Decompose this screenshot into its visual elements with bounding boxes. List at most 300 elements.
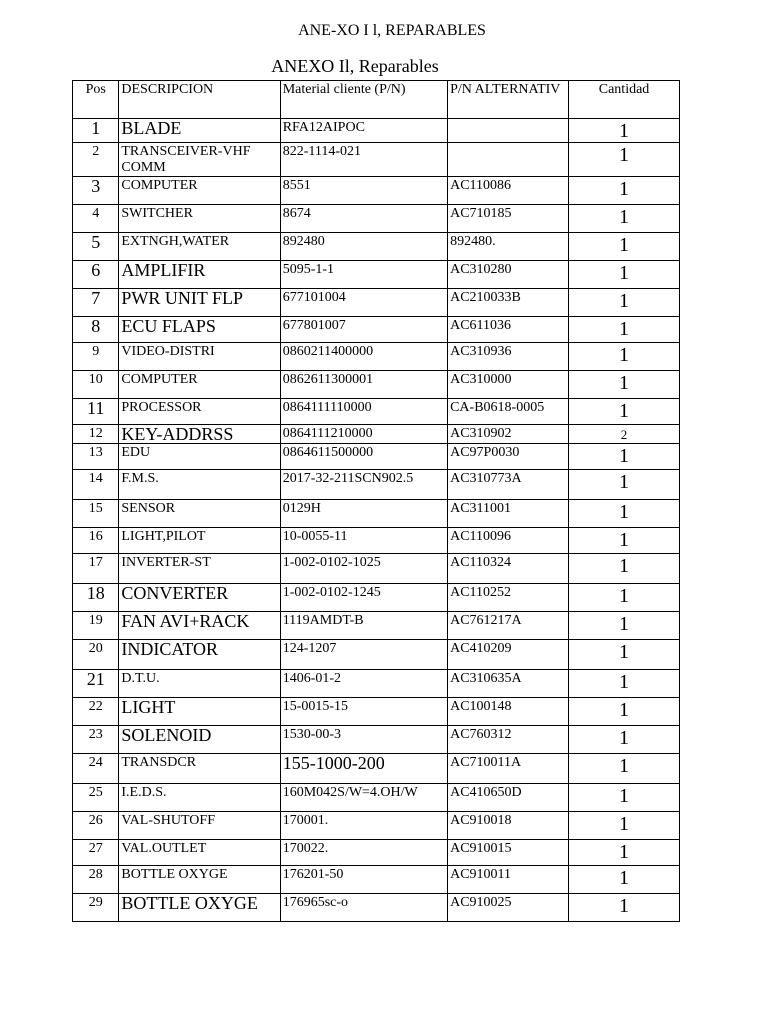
row-description-cell — [119, 528, 280, 554]
row-pos-cell — [73, 894, 119, 922]
cell-text: 1 — [619, 400, 630, 422]
cell-text: 892480 — [282, 234, 325, 249]
row-alternative-cell — [448, 317, 569, 343]
table-row — [73, 726, 680, 754]
row-alternative-cell — [448, 894, 569, 922]
row-material-cell — [280, 640, 447, 670]
cell-text: 7 — [91, 288, 101, 308]
cell-text: 176201-50 — [282, 867, 344, 882]
table-body — [73, 119, 680, 922]
row-alternative-cell — [448, 754, 569, 784]
cell-text: 0862611300001 — [282, 372, 374, 387]
cell-text: D.T.U. — [121, 671, 160, 686]
cell-text: INDICATOR — [121, 639, 219, 659]
cell-text: 1 — [619, 144, 630, 166]
cell-text: AC210033B — [450, 290, 521, 305]
row-alternative-cell — [448, 726, 569, 754]
row-material-cell — [280, 500, 447, 528]
cell-text: SENSOR — [121, 501, 176, 516]
row-description-cell — [119, 444, 280, 470]
table-row — [73, 371, 680, 399]
row-description-cell — [119, 612, 280, 640]
cell-text: 24 — [88, 755, 103, 770]
row-pos-cell — [73, 470, 119, 500]
row-material-cell — [280, 399, 447, 425]
row-pos-cell — [73, 528, 119, 554]
row-description-cell — [119, 371, 280, 399]
table-row — [73, 894, 680, 922]
cell-text: 29 — [88, 895, 103, 910]
table-row — [73, 143, 680, 177]
row-pos-cell — [73, 670, 119, 698]
row-quantity-cell — [569, 177, 680, 205]
table-row — [73, 812, 680, 840]
row-description-cell — [119, 343, 280, 371]
cell-text: 1 — [619, 867, 630, 889]
cell-text: LIGHT,PILOT — [121, 529, 206, 544]
row-description-cell — [119, 726, 280, 754]
row-quantity-cell — [569, 698, 680, 726]
cell-text: AC410209 — [450, 641, 512, 656]
cell-text: EXTNGH,WATER — [121, 234, 230, 249]
row-pos-cell — [73, 698, 119, 726]
reparables-table — [72, 80, 680, 922]
row-pos-cell — [73, 343, 119, 371]
table-row — [73, 670, 680, 698]
table-row — [73, 261, 680, 289]
row-material-cell — [280, 143, 447, 177]
cell-text: AC311001 — [450, 501, 512, 516]
row-description-cell — [119, 289, 280, 317]
cell-text: 677801007 — [282, 318, 346, 333]
row-pos-cell — [73, 177, 119, 205]
row-quantity-cell — [569, 343, 680, 371]
row-material-cell — [280, 784, 447, 812]
cell-text: 2 — [620, 427, 628, 442]
cell-text: AC761217A — [450, 613, 522, 628]
row-description-cell — [119, 840, 280, 866]
row-material-cell — [280, 289, 447, 317]
cell-text: 1 — [619, 445, 630, 467]
column-header-material: Material cliente (P/N) — [280, 81, 447, 119]
cell-text: CONVERTER — [121, 583, 229, 603]
row-alternative-cell — [448, 470, 569, 500]
row-quantity-cell — [569, 500, 680, 528]
cell-text: AC910018 — [450, 813, 512, 828]
cell-text: 1 — [619, 727, 630, 749]
column-header-pos: Pos — [73, 81, 119, 119]
cell-text: 1-002-0102-1245 — [282, 585, 381, 600]
cell-text: 10 — [88, 372, 103, 387]
cell-text: 16 — [88, 529, 103, 544]
cell-text: 892480. — [450, 234, 496, 249]
cell-text: 1 — [619, 120, 630, 142]
row-quantity-cell — [569, 754, 680, 784]
row-quantity-cell — [569, 399, 680, 425]
row-quantity-cell — [569, 528, 680, 554]
row-alternative-cell — [448, 866, 569, 894]
row-pos-cell — [73, 754, 119, 784]
row-quantity-cell — [569, 612, 680, 640]
cell-text: COMPUTER — [121, 372, 198, 387]
row-quantity-cell — [569, 119, 680, 143]
cell-text: LIGHT — [121, 697, 176, 717]
table-row — [73, 640, 680, 670]
cell-text: 176965sc-o — [282, 895, 349, 910]
table-header-row — [73, 81, 680, 119]
cell-text: 1 — [619, 262, 630, 284]
cell-text: AC910015 — [450, 841, 512, 856]
column-header-alternative: P/N ALTERNATIV — [448, 81, 569, 119]
row-material-cell — [280, 233, 447, 261]
cell-text: 5 — [91, 232, 101, 252]
row-description-cell — [119, 670, 280, 698]
cell-text: 1 — [619, 344, 630, 366]
cell-text: 13 — [88, 445, 103, 460]
cell-text: BLADE — [121, 118, 182, 138]
row-material-cell — [280, 528, 447, 554]
cell-text: 21 — [86, 669, 105, 689]
column-header-quantity: Cantidad — [569, 81, 680, 119]
table-row — [73, 500, 680, 528]
row-pos-cell — [73, 726, 119, 754]
row-description-cell — [119, 500, 280, 528]
row-alternative-cell — [448, 640, 569, 670]
cell-text: 5095-1-1 — [282, 262, 335, 277]
row-quantity-cell — [569, 894, 680, 922]
table-row — [73, 584, 680, 612]
table-row — [73, 399, 680, 425]
row-alternative-cell — [448, 698, 569, 726]
row-pos-cell — [73, 143, 119, 177]
row-quantity-cell — [569, 289, 680, 317]
row-quantity-cell — [569, 812, 680, 840]
cell-text: AC710011A — [450, 755, 522, 770]
document-title-top: ANE-XO I l, REPARABLES — [298, 22, 486, 39]
cell-text: 2 — [92, 144, 100, 159]
row-quantity-cell — [569, 317, 680, 343]
cell-text: 8 — [91, 316, 101, 336]
row-material-cell — [280, 470, 447, 500]
cell-text: 11 — [87, 398, 105, 418]
row-pos-cell — [73, 840, 119, 866]
row-alternative-cell — [448, 840, 569, 866]
row-description-cell — [119, 894, 280, 922]
cell-text: AC410650D — [450, 785, 522, 800]
table-row — [73, 754, 680, 784]
row-description-cell — [119, 119, 280, 143]
row-material-cell — [280, 554, 447, 584]
cell-text: 0860211400000 — [282, 344, 374, 359]
cell-text: 677101004 — [282, 290, 346, 305]
row-alternative-cell — [448, 444, 569, 470]
row-pos-cell — [73, 866, 119, 894]
cell-text: 1119AMDT-B — [282, 613, 364, 628]
row-alternative-cell — [448, 528, 569, 554]
row-quantity-cell — [569, 640, 680, 670]
row-alternative-cell — [448, 143, 569, 177]
row-quantity-cell — [569, 670, 680, 698]
row-pos-cell — [73, 399, 119, 425]
row-quantity-cell — [569, 233, 680, 261]
row-material-cell — [280, 726, 447, 754]
row-quantity-cell — [569, 840, 680, 866]
cell-text: 23 — [88, 727, 103, 742]
row-quantity-cell — [569, 584, 680, 612]
cell-text: AC310773A — [450, 471, 522, 486]
cell-text: AC310635A — [450, 671, 522, 686]
row-description-cell — [119, 399, 280, 425]
cell-text: 1-002-0102-1025 — [282, 555, 381, 570]
row-alternative-cell — [448, 399, 569, 425]
cell-text: 1 — [619, 206, 630, 228]
cell-text: AC910025 — [450, 895, 512, 910]
table-row — [73, 317, 680, 343]
cell-text: 1 — [619, 529, 630, 551]
row-pos-cell — [73, 205, 119, 233]
cell-text: 0864611500000 — [282, 445, 374, 460]
row-material-cell — [280, 343, 447, 371]
row-material-cell — [280, 698, 447, 726]
row-material-cell — [280, 261, 447, 289]
row-quantity-cell — [569, 866, 680, 894]
row-quantity-cell — [569, 371, 680, 399]
cell-text: 19 — [88, 613, 103, 628]
cell-text: 9 — [92, 344, 100, 359]
row-alternative-cell — [448, 119, 569, 143]
row-alternative-cell — [448, 612, 569, 640]
cell-text: 8674 — [282, 206, 311, 221]
row-alternative-cell — [448, 500, 569, 528]
cell-text: 20 — [88, 641, 103, 656]
cell-text: 1 — [619, 813, 630, 835]
row-material-cell — [280, 754, 447, 784]
row-material-cell — [280, 866, 447, 894]
cell-text: 1 — [619, 755, 630, 777]
cell-text: INVERTER-ST — [121, 555, 211, 570]
table-row — [73, 528, 680, 554]
cell-text: 3 — [91, 176, 101, 196]
cell-text: SWITCHER — [121, 206, 193, 221]
cell-text: 12 — [88, 426, 103, 441]
row-pos-cell — [73, 371, 119, 399]
cell-text: 1 — [619, 613, 630, 635]
cell-text: 15 — [88, 501, 103, 516]
cell-text: SOLENOID — [121, 725, 212, 745]
cell-text: AMPLIFIR — [121, 260, 206, 280]
cell-text: 6 — [91, 260, 101, 280]
row-alternative-cell — [448, 784, 569, 812]
table-row — [73, 840, 680, 866]
row-pos-cell — [73, 612, 119, 640]
cell-text: 1 — [619, 555, 630, 577]
row-description-cell — [119, 317, 280, 343]
row-quantity-cell — [569, 261, 680, 289]
cell-text: 1 — [619, 318, 630, 340]
table-row — [73, 554, 680, 584]
cell-text: AC760312 — [450, 727, 512, 742]
row-description-cell — [119, 698, 280, 726]
cell-text: 8551 — [282, 178, 311, 193]
cell-text: 0864111110000 — [282, 400, 372, 415]
row-quantity-cell — [569, 784, 680, 812]
cell-text: VAL-SHUTOFF — [121, 813, 215, 828]
row-material-cell — [280, 425, 447, 444]
table-row — [73, 233, 680, 261]
table-row — [73, 425, 680, 444]
cell-text: 170022. — [282, 841, 329, 856]
cell-text: 22 — [88, 699, 103, 714]
row-quantity-cell — [569, 425, 680, 444]
cell-text: VIDEO-DISTRI — [121, 344, 215, 359]
cell-text: COMPUTER — [121, 178, 198, 193]
cell-text: TRANSDCR — [121, 755, 197, 770]
cell-text: AC310936 — [450, 344, 512, 359]
row-description-cell — [119, 584, 280, 612]
table-row — [73, 866, 680, 894]
table-row — [73, 784, 680, 812]
cell-text: 27 — [88, 841, 103, 856]
cell-text: BOTTLE OXYGE — [121, 893, 258, 913]
row-material-cell — [280, 812, 447, 840]
cell-text: AC110086 — [450, 178, 512, 193]
table-row — [73, 470, 680, 500]
row-alternative-cell — [448, 554, 569, 584]
cell-text: 822-1114-021 — [282, 144, 361, 159]
cell-text: AC110096 — [450, 529, 512, 544]
document-title-main: ANEXO Il, Reparables — [271, 56, 439, 76]
cell-text: 2017-32-211SCN902.5 — [282, 471, 414, 486]
row-description-cell — [119, 640, 280, 670]
row-material-cell — [280, 444, 447, 470]
cell-text: I.E.D.S. — [121, 785, 167, 800]
row-description-cell — [119, 812, 280, 840]
cell-text: 1530-00-3 — [282, 727, 342, 742]
row-material-cell — [280, 584, 447, 612]
row-alternative-cell — [448, 289, 569, 317]
row-material-cell — [280, 371, 447, 399]
cell-text: ECU FLAPS — [121, 316, 216, 336]
cell-text: 1 — [619, 641, 630, 663]
row-pos-cell — [73, 500, 119, 528]
cell-text: 1 — [619, 699, 630, 721]
cell-text: 1 — [619, 178, 630, 200]
cell-text: AC97P0030 — [450, 445, 520, 460]
row-pos-cell — [73, 812, 119, 840]
cell-text: 28 — [88, 867, 103, 882]
table-row — [73, 343, 680, 371]
table-row — [73, 289, 680, 317]
row-alternative-cell — [448, 261, 569, 289]
cell-text: CA-B0618-0005 — [450, 400, 545, 415]
cell-text: AC910011 — [450, 867, 512, 882]
cell-text: 25 — [88, 785, 103, 800]
cell-text: 14 — [88, 471, 103, 486]
cell-text: 1 — [619, 234, 630, 256]
row-pos-cell — [73, 289, 119, 317]
row-pos-cell — [73, 444, 119, 470]
cell-text: BOTTLE OXYGE — [121, 867, 228, 882]
cell-text: 170001. — [282, 813, 329, 828]
row-pos-cell — [73, 119, 119, 143]
row-alternative-cell — [448, 371, 569, 399]
table-row — [73, 119, 680, 143]
cell-text: F.M.S. — [121, 471, 159, 486]
cell-text: 0864111210000 — [282, 426, 373, 441]
row-alternative-cell — [448, 205, 569, 233]
cell-text: RFA12AIPOC — [282, 120, 365, 135]
cell-text: 0129H — [282, 501, 321, 516]
row-material-cell — [280, 670, 447, 698]
row-description-cell — [119, 143, 280, 177]
cell-text: 1 — [619, 372, 630, 394]
cell-text: 1 — [619, 671, 630, 693]
table-row — [73, 612, 680, 640]
row-pos-cell — [73, 784, 119, 812]
cell-text: 17 — [88, 555, 103, 570]
row-quantity-cell — [569, 726, 680, 754]
row-material-cell — [280, 612, 447, 640]
row-quantity-cell — [569, 205, 680, 233]
cell-text: 1 — [619, 471, 630, 493]
row-alternative-cell — [448, 425, 569, 444]
cell-text: 18 — [86, 583, 105, 603]
cell-text: 124-1207 — [282, 641, 337, 656]
row-pos-cell — [73, 233, 119, 261]
cell-text: 1 — [619, 501, 630, 523]
table-row — [73, 177, 680, 205]
cell-text: AC110324 — [450, 555, 512, 570]
table-row — [73, 444, 680, 470]
row-pos-cell — [73, 261, 119, 289]
row-quantity-cell — [569, 143, 680, 177]
cell-text: PROCESSOR — [121, 400, 202, 415]
cell-text: 1 — [619, 585, 630, 607]
row-alternative-cell — [448, 343, 569, 371]
cell-text: 160M042S/W=4.OH/W — [282, 785, 418, 800]
cell-text: 1 — [619, 895, 630, 917]
row-description-cell — [119, 866, 280, 894]
row-alternative-cell — [448, 812, 569, 840]
cell-text: 1 — [619, 841, 630, 863]
cell-text: FAN AVI+RACK — [121, 611, 250, 631]
cell-text: VAL.OUTLET — [121, 841, 207, 856]
row-material-cell — [280, 317, 447, 343]
row-material-cell — [280, 177, 447, 205]
column-header-description: DESCRIPCION — [119, 81, 280, 119]
cell-text: EDU — [121, 445, 151, 460]
row-pos-cell — [73, 317, 119, 343]
cell-text: 155-1000-200 — [282, 753, 385, 773]
row-alternative-cell — [448, 670, 569, 698]
row-quantity-cell — [569, 444, 680, 470]
table-row — [73, 698, 680, 726]
row-material-cell — [280, 205, 447, 233]
row-material-cell — [280, 894, 447, 922]
cell-text: 26 — [88, 813, 103, 828]
cell-text: AC310902 — [450, 426, 512, 441]
cell-text: AC310000 — [450, 372, 512, 387]
cell-text: 1 — [619, 290, 630, 312]
row-description-cell — [119, 233, 280, 261]
row-description-cell — [119, 554, 280, 584]
row-alternative-cell — [448, 177, 569, 205]
cell-text: AC710185 — [450, 206, 512, 221]
row-pos-cell — [73, 584, 119, 612]
row-pos-cell — [73, 425, 119, 444]
row-quantity-cell — [569, 470, 680, 500]
cell-text: 1 — [619, 785, 630, 807]
